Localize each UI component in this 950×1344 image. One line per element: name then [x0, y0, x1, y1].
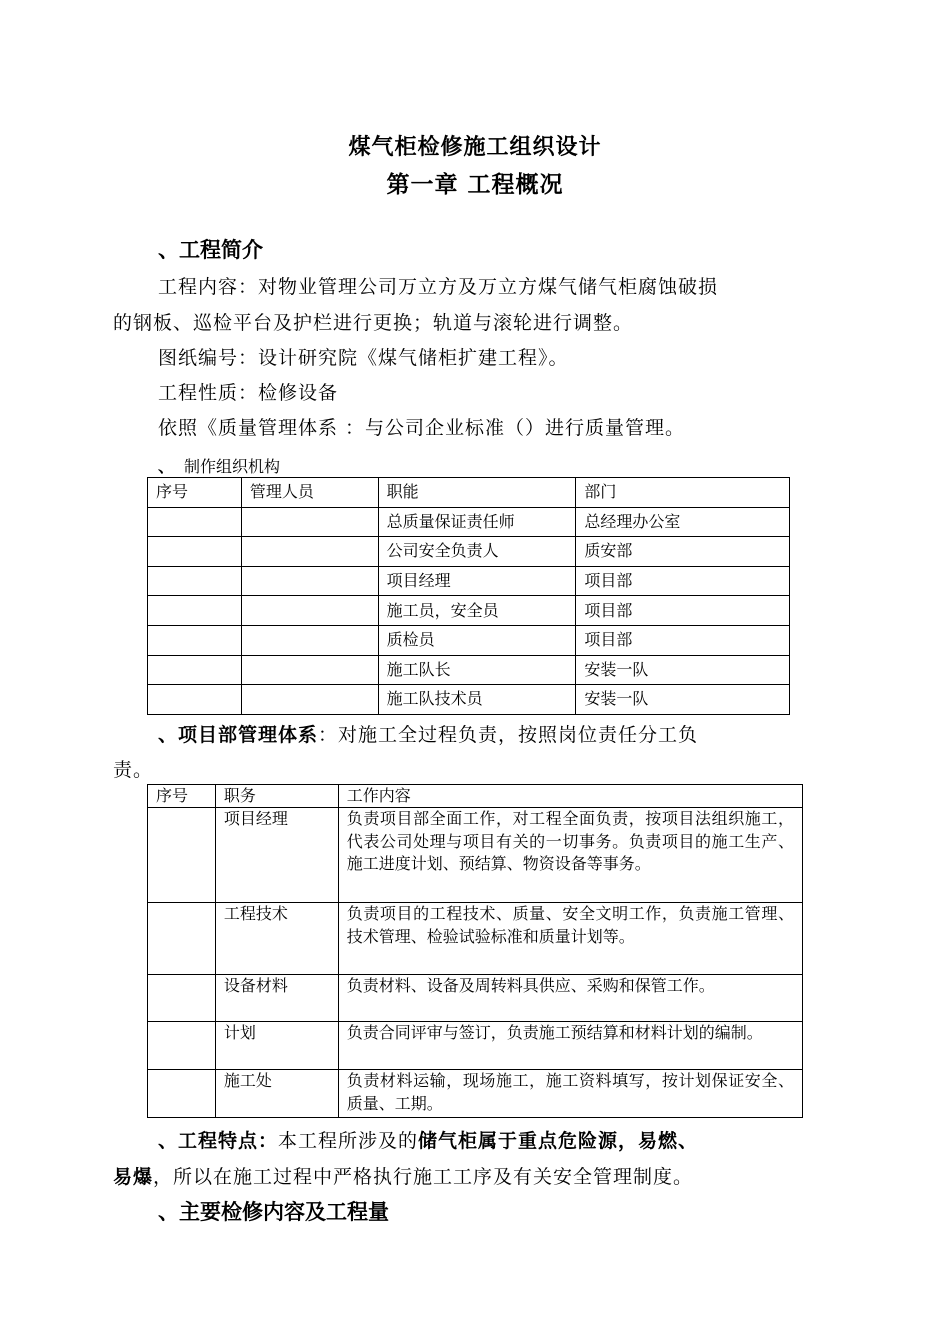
table-cell: 负责项目的工程技术、质量、安全文明工作，负责施工管理、技术管理、检验试验标准和质量计划等。 [338, 903, 802, 975]
table-cell [241, 625, 378, 655]
table-row [148, 566, 790, 596]
inline-bold-text: 易爆 [113, 1166, 154, 1188]
paragraph-line: 工程内容：对物业管理公司万立方及万立方煤气储气柜腐蚀破损 [158, 276, 719, 298]
table-cell [148, 808, 216, 903]
table-cell: 设备材料 [215, 975, 338, 1022]
table-row [148, 1070, 803, 1118]
table-cell: 负责合同评审与签订，负责施工预结算和材料计划的编制。 [338, 1022, 802, 1070]
paragraph-line: 图纸编号：设计研究院《煤气储柜扩建工程》。 [158, 347, 569, 369]
table-cell: 项目部 [576, 625, 790, 655]
table-cell: 安装一队 [576, 685, 790, 715]
table-cell: 总经理办公室 [576, 507, 790, 537]
inline-heading: 、工程特点： [158, 1130, 279, 1152]
table-cell [148, 903, 216, 975]
table-cell: 施工队技术员 [378, 685, 576, 715]
table-header-cell: 序号 [148, 478, 242, 508]
heading-mark: 、 [158, 457, 175, 476]
subsection-heading-org [158, 454, 280, 477]
table-cell: 项目经理 [215, 808, 338, 903]
section-heading-main: 、主要检修内容及工程量 [158, 1199, 389, 1224]
table-cell [148, 1070, 216, 1118]
table-header-cell: 工作内容 [338, 785, 802, 808]
table-header-cell: 职能 [378, 478, 576, 508]
table-row [148, 507, 790, 537]
table-cell: 项目部 [576, 566, 790, 596]
table-header-row [148, 785, 803, 808]
table-cell [241, 507, 378, 537]
table-header-row [148, 478, 790, 508]
table-cell: 公司安全负责人 [378, 537, 576, 567]
table-cell [148, 596, 242, 626]
table-cell: 负责材料、设备及周转料具供应、采购和保管工作。 [338, 975, 802, 1022]
paragraph-line: 责。 [113, 759, 154, 781]
table-cell: 质检员 [378, 625, 576, 655]
paragraph-line: 的钢板、巡检平台及护栏进行更换；轨道与滚轮进行调整。 [113, 312, 634, 334]
table-cell: 项目经理 [378, 566, 576, 596]
table-cell [241, 566, 378, 596]
table-cell: 安装一队 [576, 655, 790, 685]
table-cell [148, 625, 242, 655]
inline-heading: 、项目部管理体系 [158, 724, 319, 746]
table-header-cell: 序号 [148, 785, 216, 808]
table-cell: 计划 [215, 1022, 338, 1070]
table-cell [148, 975, 216, 1022]
paragraph-line: 依照《质量管理体系 ：与公司企业标准（）进行质量管理。 [158, 417, 686, 439]
inline-bold-text: 储气柜属于重点危险源，易燃、 [418, 1130, 699, 1152]
inline-text: 本工程所涉及的 [278, 1130, 419, 1152]
paragraph-line [158, 1126, 698, 1153]
paragraph-line: 工程性质：检修设备 [158, 382, 339, 404]
table-cell: 负责项目部全面工作，对工程全面负责，按项目法组织施工，代表公司处理与项目有关的一切事务。负责项目的施工生产、施工进度计划、预结算、物资设备等事务。 [338, 808, 802, 903]
table-cell: 工程技术 [215, 903, 338, 975]
table-row [148, 625, 790, 655]
table-row [148, 685, 790, 715]
table-row [148, 537, 790, 567]
inline-text: ：对施工全过程负责，按照岗位责任分工负 [318, 724, 699, 746]
org-table [147, 477, 790, 715]
table-cell [241, 685, 378, 715]
table-header-cell: 职务 [215, 785, 338, 808]
table-row [148, 596, 790, 626]
chapter-heading: 第一章 工程概况 [386, 171, 564, 198]
table-cell [241, 537, 378, 567]
table-row [148, 655, 790, 685]
table-cell: 负责材料运输，现场施工，施工资料填写，按计划保证安全、质量、工期。 [338, 1070, 802, 1118]
table-cell: 施工队长 [378, 655, 576, 685]
table-cell [148, 566, 242, 596]
paragraph-line [158, 720, 698, 747]
table-cell [148, 537, 242, 567]
inline-text: ，所以在施工过程中严格执行施工工序及有关安全管理制度。 [153, 1166, 694, 1188]
table-cell [148, 685, 242, 715]
table-row [148, 808, 803, 903]
document-title: 煤气柜检修施工组织设计 [348, 134, 602, 160]
table-cell: 质安部 [576, 537, 790, 567]
table-cell [241, 655, 378, 685]
paragraph-line [113, 1162, 693, 1189]
table-cell: 施工员，安全员 [378, 596, 576, 626]
duty-table [147, 784, 803, 1118]
table-header-cell: 部门 [576, 478, 790, 508]
table-row [148, 1022, 803, 1070]
table-cell [241, 596, 378, 626]
table-cell: 总质量保证责任师 [378, 507, 576, 537]
table-cell [148, 507, 242, 537]
table-cell [148, 655, 242, 685]
table-cell: 项目部 [576, 596, 790, 626]
table-header-cell: 管理人员 [241, 478, 378, 508]
table-cell [148, 1022, 216, 1070]
table-row [148, 903, 803, 975]
section-heading-overview: 、工程简介 [158, 237, 263, 262]
heading-text: 制作组织机构 [184, 457, 281, 476]
table-row [148, 975, 803, 1022]
table-cell: 施工处 [215, 1070, 338, 1118]
